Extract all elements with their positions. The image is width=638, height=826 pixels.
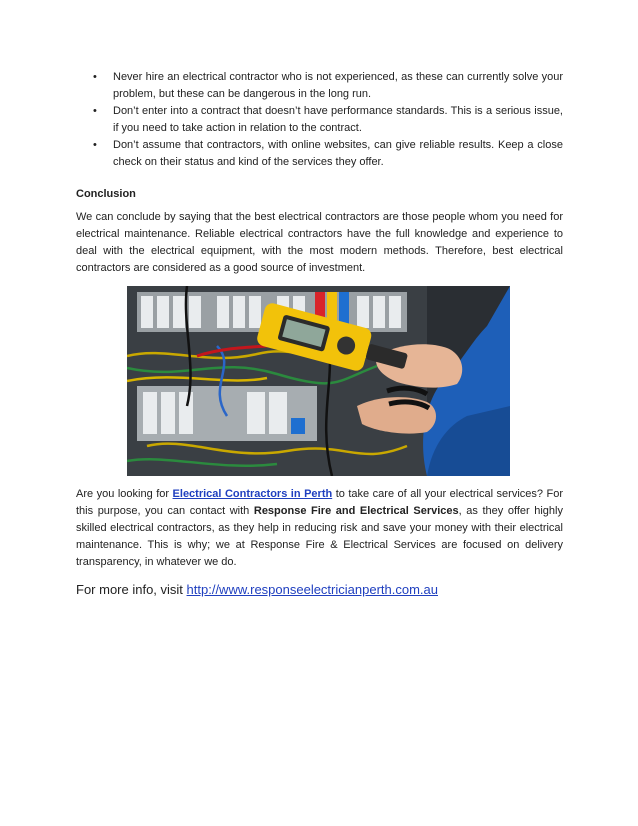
conclusion-paragraph: We can conclude by saying that the best electrical contractors are those people whom you need for electrical maintenance. Reliable electrical contractors have the full knowledge and experience to deal with the electrical equipment, with the most modern methods. Therefore, best electrical contractors are considered as a good source of investment.	[76, 211, 563, 274]
electrician-photo	[127, 286, 510, 476]
advice-list	[76, 69, 563, 171]
website-link[interactable]: http://www.responseelectricianperth.com.au	[186, 582, 438, 597]
bullet-text: Don’t enter into a contract that doesn’t have performance standards. This is a serious issue, if you need to take action in relation to the contract.	[113, 105, 563, 134]
electrical-contractors-link[interactable]: Electrical Contractors in Perth	[172, 488, 333, 500]
bullet-icon: •	[93, 105, 97, 117]
bullet-text: Don’t assume that contractors, with online websites, can give reliable results. Keep a close check on their status and kind of the services they offer.	[113, 139, 563, 168]
upper-content	[76, 69, 563, 277]
cta-text-1: Are you looking for	[76, 488, 173, 500]
cta-text-3: , as they offer highly skilled electrical contractors, as they help in reducing risk and save your money with their electrical maintenance. This is why; we at Response Fire & Electrical Services are focused on delivery transparency, in whatever we do.	[76, 505, 563, 568]
lower-content	[76, 486, 563, 599]
conclusion-heading: Conclusion	[76, 188, 136, 200]
list-item	[76, 103, 563, 137]
bullet-icon: •	[93, 71, 97, 83]
electrician-illustration	[127, 286, 510, 476]
cta-paragraph	[76, 486, 563, 571]
cta-text-2: to take care of all your electrical services? For this purpose, you can contact with	[76, 488, 563, 517]
more-info-line	[76, 581, 563, 599]
list-item	[76, 137, 563, 171]
bullet-text: Never hire an electrical contractor who is not experienced, as these can currently solve your problem, but these can be dangerous in the long run.	[113, 71, 563, 100]
list-item	[76, 69, 563, 103]
more-info-label: For more info, visit	[76, 582, 187, 597]
bullet-icon: •	[93, 139, 97, 151]
company-name: Response Fire and Electrical Services	[253, 505, 459, 517]
